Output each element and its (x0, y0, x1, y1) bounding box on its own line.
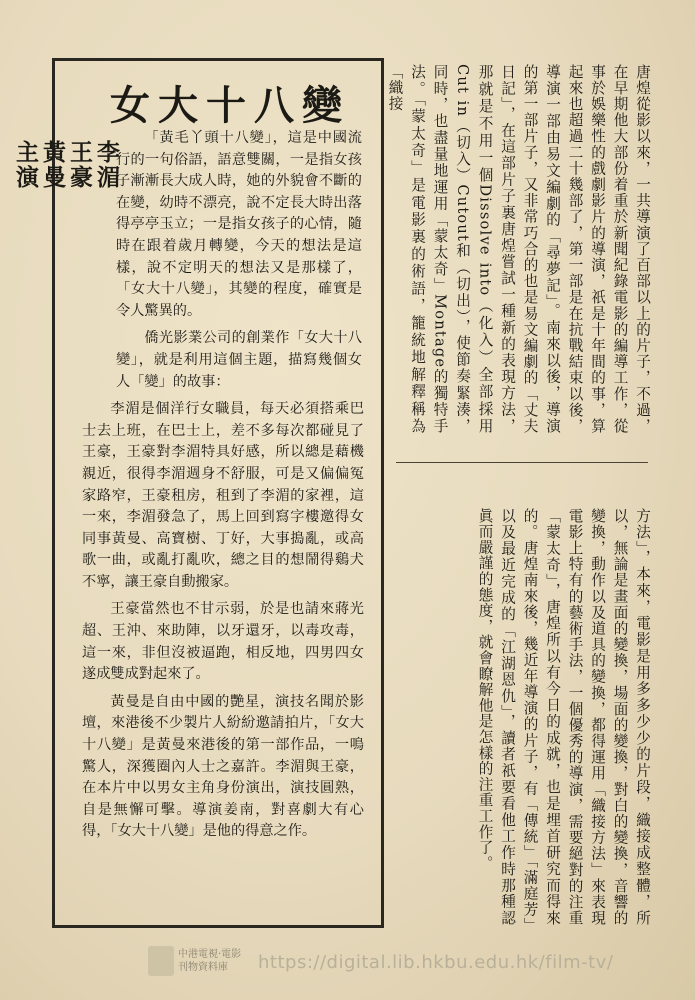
paragraph: 黃曼是自由中國的艷星，演技名聞於影壇，來港後不少製片人紛紛邀請拍片，「女大十八變」是黃曼來港後的第一部作品，一鳴驚人，深獲圈內人士之嘉許。李湄與王豪，在本片中以男女主角身份演出，演技圓熟，自是無懈可擊。導演姜南，對喜劇大有心得，「女大十八變」是他的得意之作。 (82, 693, 364, 840)
cast-name: 李湄 (93, 140, 120, 190)
paragraph: 王豪當然也不甘示弱，於是也請來蔣光超、王沖、來助陣，以牙還牙，以毒攻毒，這一來，非但沒被逼跑，相反地，四男四女遂成雙成對起來了。 (82, 601, 364, 683)
paragraph: 僑光影業公司的創業作「女大十八變」，就是利用這個主題，描寫幾個女人「變」的故事： (116, 330, 362, 390)
paragraph: 李湄是個洋行女職員，每天必須搭乘巴士去上班，在巴士上，差不多每次都碰見了王豪，王豪對李湄特具好感，所以總是藉機親近，很得李湄週身不舒服，可是又偏偏冤家路窄，王豪租房，租到了李湄的家裡，這一來，李湄發急了，馬上回到寫字樓邀得女同事黃曼、高寶樹、丁好，大事搗亂，或高歌一曲，或亂打亂吹，總之目的想鬧得鷄犬不寧，讓王豪自動搬家。 (82, 401, 364, 590)
cast-credits (12, 140, 120, 190)
archive-url[interactable]: https://digital.lib.hkbu.edu.hk/film-tv/ (258, 952, 614, 973)
cast-name: 王豪 (66, 140, 93, 190)
article-body (82, 128, 364, 849)
section-divider (396, 462, 648, 463)
article-title: 女大十八變 (110, 82, 350, 129)
archive-org (178, 948, 241, 974)
director-profile-top: 唐煌從影以來，一共導演了百部以上的片子，不過，在早期他大部份着重於新聞紀錄電影的編導工作，從事於娛樂性的戲劇影片的導演，祇是十年間的事，算起來也超過二十幾部了，第一部是在抗戰結束以後，導演一部由易文編劇的「尋夢記」。南來以後，導演的第一部片子，又非常巧合的也是易文編劇的「丈夫日記」，在這部片子裏唐煌嘗試一種新的表現方法，那就是不用一個Dissolve into（化入）全部採用Cut in（切入）Cutout和（切出），使節奏緊湊，同時，也盡量地運用「蒙太奇」Montage的獨特手法。「蒙太奇」是電影裏的術語，籠統地解釋稱為「織接 (386, 64, 651, 434)
archive-org-line1: 中港電視·電影 (178, 949, 242, 960)
cast-role: 主演 (12, 140, 39, 190)
paragraph: 「黃毛丫頭十八變」，這是中國流行的一句俗語，語意雙關，一是指女孩子漸漸長大成人時，她的外貌會不斷的在變，幼時不漂亮，說不定長大時出落得亭亭玉立；一是指女孩子的心情，隨時在跟着歲月轉變，今天的想法是這樣，說不定明天的想法又是那樣了，「女大十八變」，其變的程度，確實是令人驚異的。 (116, 130, 362, 319)
cast-name: 黃曼 (39, 140, 66, 190)
director-profile-bottom: 方法」，本來，電影是用多多少少的片段，織接成整體，所以，無論是畫面的變換，場面的變換，對白的變換，音響的變換，動作以及道具的變換，都得運用「織接方法」來表現電影上特有的藝術手法，一個優秀的導演，需要絕對的注重「蒙太奇」，唐煌所以有今日的成就，也是埋首研究而得來的。唐煌南來後，幾近年導演的片子，有「傳統」「滿庭芳」以及最近完成的「江湖恩仇」，讀者祇要看他工作時那種認眞而嚴謹的態度，就會瞭解他是怎樣的注重工作了。 (476, 508, 651, 926)
archive-logo-icon (148, 946, 174, 976)
archive-org-line2: 刊物資料庫 (178, 962, 228, 973)
